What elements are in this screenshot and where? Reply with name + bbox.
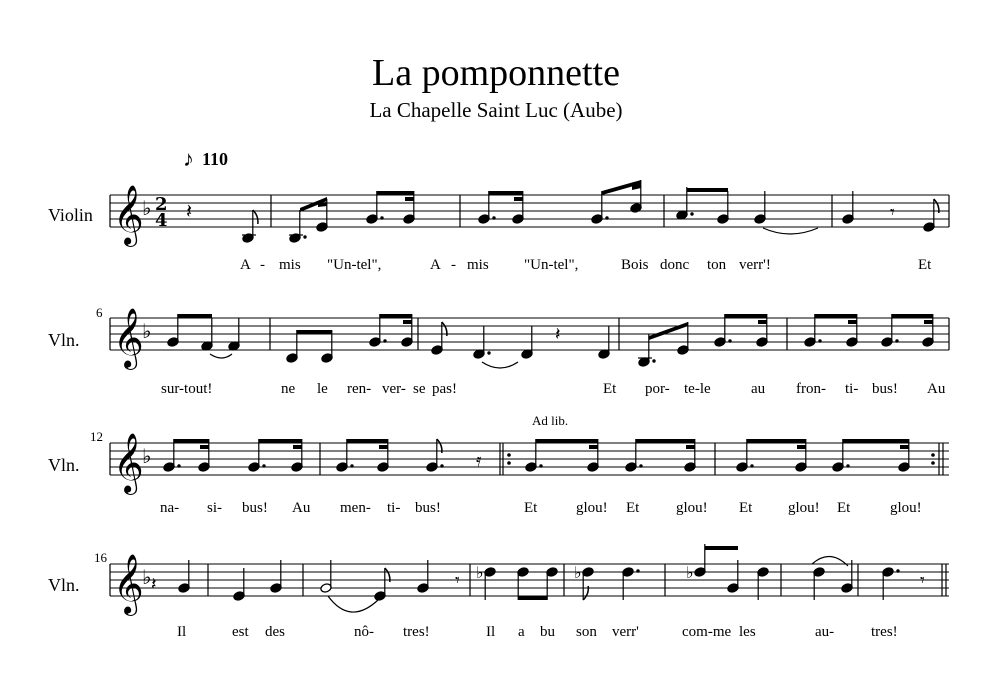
lyric-syllable: mis [467,257,489,273]
augmentation-dot [652,359,655,362]
note-beam [380,314,412,318]
augmentation-dot [177,464,180,467]
flat-icon: ♭ [142,444,152,468]
augmentation-dot [846,464,849,467]
lyric-syllable: ren- [347,381,372,397]
flat-icon: ♭ [142,319,152,343]
lyric-syllable: donc [660,257,690,273]
treble-clef-icon [113,185,144,247]
lyric-syllable: Au [292,500,311,516]
lyric-syllable: mis [279,257,301,273]
page-subtitle: La Chapelle Saint Luc (Aube) [369,98,623,122]
lyric-syllable: "Un-tel", [524,257,579,273]
note-beam [900,445,909,449]
lyric-syllable: - [260,257,265,273]
augmentation-dot [690,212,693,215]
lyric-syllable: au- [815,624,835,640]
lyric-syllable: Et [918,257,932,273]
flat-icon: ♭ [476,563,484,582]
augmentation-dot [262,464,265,467]
lyric-syllable: A [240,257,251,273]
augmentation-dot [380,216,383,219]
rest-icon: 𝄾 [455,570,460,591]
augmentation-dot [750,464,753,467]
note-beam [848,320,857,324]
lyric-syllable: ne [281,381,296,397]
lyric-syllable: pas! [432,381,457,397]
lyric-syllable: ti- [845,381,859,397]
augmentation-dot [895,339,898,342]
lyric-syllable: tres! [403,624,430,640]
augmentation-dot [639,464,642,467]
tie [763,228,818,234]
lyric-syllable: glou! [788,500,820,516]
lyric-syllable: bus! [872,381,898,397]
lyric-syllable: a [518,624,525,640]
note-beam [815,314,857,318]
lyric-syllable: "Un-tel", [327,257,382,273]
augmentation-dot [539,464,542,467]
note-beam [924,320,933,324]
flat-icon: ♭ [142,196,152,220]
lyric-syllable: glou! [676,500,708,516]
note-beam [200,445,209,449]
lyric-syllable: Et [603,381,617,397]
augmentation-dot [440,464,443,467]
augmentation-dot [492,216,495,219]
lyric-syllable: se [413,381,426,397]
lyric-syllable: Et [626,500,640,516]
augmentation-dot [636,569,639,572]
augmentation-dot [818,339,821,342]
lyric-syllable: tres! [871,624,898,640]
lyric-syllable: si- [207,500,222,516]
lyric-syllable: verr' [612,624,639,640]
flat-icon: ♭ [574,563,582,582]
ad-lib-annotation: Ad lib. [532,413,569,428]
note-beam [297,330,332,334]
lyric-syllable: sur-tout! [161,381,213,397]
augmentation-dot [605,216,608,219]
instrument-label-short: Vln. [48,455,80,475]
rest-icon: 𝄽 [555,324,561,345]
measure-number: 16 [94,550,107,565]
tempo-marking [183,146,228,171]
rest-icon: 𝄾 [920,570,925,591]
eighth-note-icon: ♪ [183,146,194,171]
rest-icon: 𝄿 [476,450,482,471]
note-beam [843,439,909,443]
augmentation-dot [896,569,899,572]
note-beam [686,445,695,449]
lyric-syllable: au [751,381,766,397]
lyric-syllable: glou! [890,500,922,516]
lyric-syllable: ver- [382,381,406,397]
lyric-syllable: bus! [415,500,441,516]
lyric-syllable: te-le [684,381,711,397]
note-beam [514,197,523,201]
lyric-syllable: ti- [387,500,401,516]
note-beam [174,439,209,443]
note-beam [178,314,212,318]
lyric-syllable: le [317,381,328,397]
lyrics-system-1 [240,257,932,273]
measure-number: 12 [90,429,103,444]
lyric-syllable: Au [927,381,946,397]
lyric-syllable: men- [340,500,371,516]
note-beam [377,191,414,195]
time-signature-bottom: 4 [155,210,168,231]
note-beam [747,439,806,443]
lyric-syllable: A [430,257,441,273]
tie [210,354,232,358]
lyric-syllable: nô- [354,624,374,640]
lyric-syllable: Et [837,500,851,516]
svg-text:𝄞: 𝄞 [113,185,144,245]
note-flag [253,210,258,224]
slur [328,596,378,612]
flat-icon: ♭ [686,563,694,582]
lyric-syllable: glou! [576,500,608,516]
instrument-label-short: Vln. [48,575,80,595]
note-beam [649,322,688,340]
note-beam [536,439,598,443]
note-beam [405,197,414,201]
lyric-syllable: na- [160,500,180,516]
note-beam [725,314,767,318]
lyric-syllable: fron- [796,381,826,397]
note-beam [259,439,302,443]
treble-clef-icon: 𝄞 [113,308,144,368]
lyrics-system-2 [161,381,946,397]
lyric-syllable: bus! [242,500,268,516]
slur [812,556,848,566]
lyric-syllable: ton [707,257,727,273]
lyric-syllable: son [576,624,597,640]
rest-icon: 𝄽 [151,574,157,595]
lyric-syllable: est [232,624,249,640]
lyric-syllable: Bois [621,257,649,273]
lyric-syllable: les [739,624,756,640]
note-beam [589,445,598,449]
lyric-syllable: com-me [682,624,732,640]
note-beam [636,439,695,443]
time-signature-top: 2 [155,194,168,215]
note-beam [403,320,412,324]
lyric-syllable: - [451,257,456,273]
note-beam [758,320,767,324]
note-beam [687,188,728,192]
rest-icon: 𝄾 [890,202,895,223]
treble-clef-icon: 𝄞 [113,554,144,614]
note-beam [379,445,388,449]
lyric-syllable: Et [739,500,753,516]
lyric-syllable: verr'! [739,257,771,273]
augmentation-dot [383,339,386,342]
rest-icon: 𝄽 [186,199,193,223]
augmentation-dot [350,464,353,467]
note-beam [705,546,738,550]
note-beam [489,191,523,195]
measure-number: 6 [96,305,103,320]
lyric-syllable: des [265,624,285,640]
lyrics-system-3 [160,500,922,516]
treble-clef-icon: 𝄞 [113,433,144,493]
lyrics-system-4 [177,624,898,640]
page-title: La pomponnette [372,52,620,94]
flat-icon: ♭ [142,565,152,589]
tie [482,362,518,368]
lyric-syllable: Il [177,624,187,640]
note-beam [797,445,806,449]
augmentation-dot [303,235,306,238]
lyric-syllable: Et [524,500,538,516]
note-beam [518,596,547,600]
lyric-syllable: bu [540,624,555,640]
augmentation-dot [487,351,490,354]
tempo-value: 110 [202,149,229,169]
lyric-syllable: Il [486,624,496,640]
augmentation-dot [728,339,731,342]
note-beam [347,439,388,443]
instrument-label-short: Vln. [48,330,80,350]
note-beam [293,445,302,449]
lyric-syllable: por- [645,381,670,397]
instrument-label-full: Violin [48,205,93,225]
note-beam [892,314,933,318]
staff-system-1 [110,195,949,227]
